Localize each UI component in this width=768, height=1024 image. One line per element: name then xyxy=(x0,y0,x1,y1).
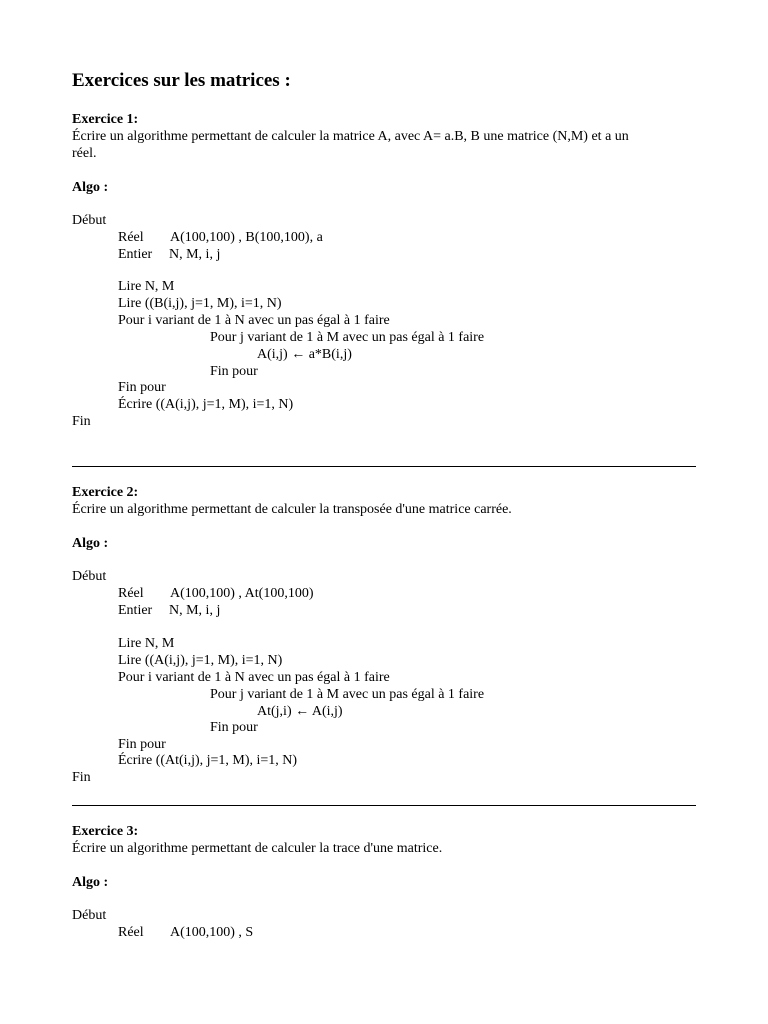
exercise-2-read-matrix: Lire ((A(i,j), j=1, M), i=1, N) xyxy=(118,653,283,668)
exercise-2-fin: Fin xyxy=(72,770,91,785)
exercise-3-statement: Écrire un algorithme permettant de calculer la trace d'une matrice. xyxy=(72,841,443,856)
exercise-1-decl-int-keyword: Entier xyxy=(118,247,153,262)
exercise-2-statement: Écrire un algorithme permettant de calculer la transposée d'une matrice carrée. xyxy=(72,502,512,517)
exercise-1-end-outer-loop: Fin pour xyxy=(118,380,166,395)
exercise-2-decl-int-vars: N, M, i, j xyxy=(169,603,221,618)
exercise-2-heading: Exercice 2: xyxy=(72,485,139,500)
exercise-1-inner-loop: Pour j variant de 1 à M avec un pas égal à 1 faire xyxy=(210,330,485,345)
exercise-2-inner-loop: Pour j variant de 1 à M avec un pas égal à 1 faire xyxy=(210,687,485,702)
exercise-1-statement-cont: réel. xyxy=(72,146,97,161)
exercise-3-algo-label: Algo : xyxy=(72,875,109,890)
section-divider xyxy=(72,466,696,467)
exercise-1-heading: Exercice 1: xyxy=(72,112,139,127)
section-divider xyxy=(72,805,696,806)
exercise-1-assignment: A(i,j) ← a*B(i,j) xyxy=(257,347,352,362)
exercise-3-decl-real-vars: A(100,100) , S xyxy=(170,925,254,940)
exercise-1-read-matrix: Lire ((B(i,j), j=1, M), i=1, N) xyxy=(118,296,282,311)
exercise-1-algo-label: Algo : xyxy=(72,180,109,195)
exercise-2-write: Écrire ((At(i,j), j=1, M), i=1, N) xyxy=(118,753,298,768)
exercise-1-decl-real-vars: A(100,100) , B(100,100), a xyxy=(170,230,323,245)
exercise-1-decl-real-keyword: Réel xyxy=(118,230,144,245)
exercise-2-read-dimensions: Lire N, M xyxy=(118,636,175,651)
exercise-1-write: Écrire ((A(i,j), j=1, M), i=1, N) xyxy=(118,397,294,412)
exercise-2-assignment: At(j,i) ← A(i,j) xyxy=(257,704,343,719)
exercise-3-heading: Exercice 3: xyxy=(72,824,139,839)
exercise-2-decl-real-keyword: Réel xyxy=(118,586,144,601)
exercise-1-end-inner-loop: Fin pour xyxy=(210,364,258,379)
exercise-1-read-dimensions: Lire N, M xyxy=(118,279,175,294)
page-title: Exercices sur les matrices : xyxy=(72,70,291,91)
exercise-1-decl-int-vars: N, M, i, j xyxy=(169,247,221,262)
exercise-2-debut: Début xyxy=(72,569,107,584)
exercise-2-decl-int-keyword: Entier xyxy=(118,603,153,618)
exercise-3-decl-real-keyword: Réel xyxy=(118,925,144,940)
exercise-3-debut: Début xyxy=(72,908,107,923)
exercise-2-decl-real-vars: A(100,100) , At(100,100) xyxy=(170,586,314,601)
exercise-2-outer-loop: Pour i variant de 1 à N avec un pas égal à 1 faire xyxy=(118,670,390,685)
exercise-1-debut: Début xyxy=(72,213,107,228)
exercise-2-end-outer-loop: Fin pour xyxy=(118,737,166,752)
exercise-2-end-inner-loop: Fin pour xyxy=(210,720,258,735)
exercise-1-outer-loop: Pour i variant de 1 à N avec un pas égal à 1 faire xyxy=(118,313,390,328)
exercise-2-algo-label: Algo : xyxy=(72,536,109,551)
exercise-1-statement: Écrire un algorithme permettant de calculer la matrice A, avec A= a.B, B une matrice (N,M) et a un xyxy=(72,129,629,144)
exercise-1-fin: Fin xyxy=(72,414,91,429)
